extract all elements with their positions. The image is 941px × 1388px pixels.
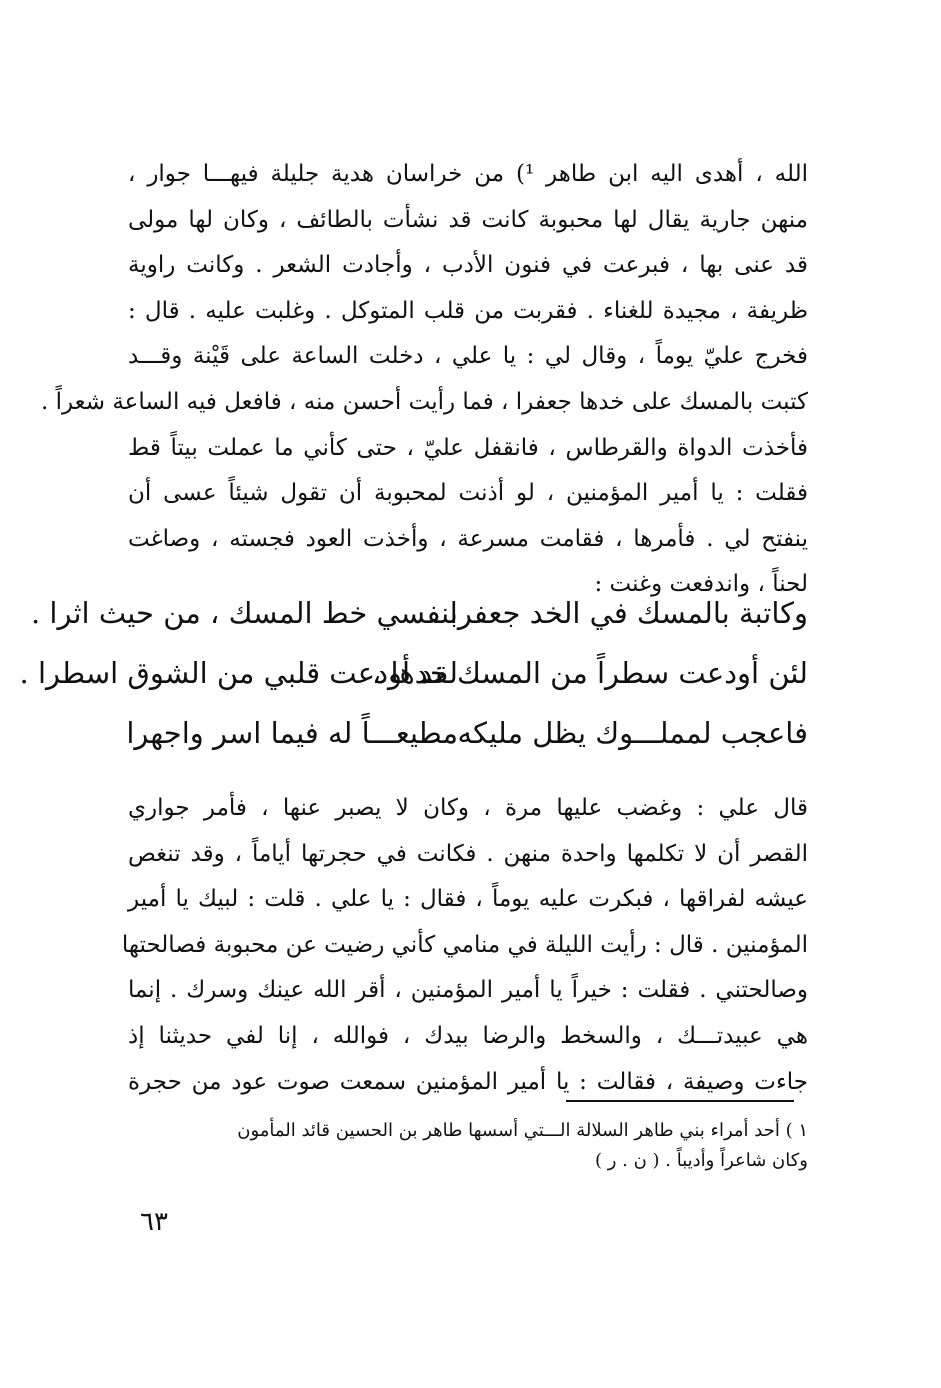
poem-verse [19,656,808,716]
footnote-divider [566,1100,794,1102]
poem [19,596,808,776]
text-line: فأخذت الدواة والقرطاس ، فانقفل عليّ ، حتى كأني ما عملت بيتاً قط [128,434,808,461]
footnote-line: وكان شاعراً وأديباً . ( ن . ر ) [594,1150,808,1171]
text-line: لحناً ، واندفعت وغنت : [594,571,808,598]
verse-first-hemistich: لئن أودعت سطراً من المسك خدها ، [371,656,808,690]
text-line: قال علي : وغضب عليها مرة ، وكان لا يصبر عنها ، فأمر جواري [128,795,808,821]
verse-second-hemistich: بنفسي خط المسك ، من حيث اثرا . [30,596,458,630]
verse-first-hemistich: وكاتبة بالمسك في الخد جعفرا ، [431,596,808,630]
text-line: وصالحتني . فقلت : خيراً يا أمير المؤمنين ، أقر الله عينك وسرك . إنما [128,977,808,1004]
paragraph-2 [121,786,808,1105]
paragraph-1 [40,152,808,608]
poem-verse [128,716,808,776]
text-line: جاءت وصيفة ، فقالت : يا أمير المؤمنين سمعت صوت عود من حجرة [128,1068,808,1095]
text-line: ظريفة ، مجيدة للغناء . فقربت من قلب المتوكل . وغلبت عليه . قال : [128,297,808,324]
footnote-line: ١ ) أحد أمراء بني طاهر السلالة الـــتي أسسها طاهر بن الحسين قائد المأمون [237,1120,808,1141]
text-line: عيشه لفراقها ، فبكرت عليه يوماً ، فقال : يا علي . قلت : لبيك يا أمير [128,886,808,913]
text-line: هي عبيدتـــك ، والسخط والرضا بيدك ، فوالله ، إنا لفي حديثنا إذ [128,1022,808,1049]
text-line: فخرج عليّ يوماً ، وقال لي : يا علي ، دخلت الساعة على قَيْنة وقـــد [128,343,808,370]
text-line: منهن جارية يقال لها محبوبة كانت قد نشأت بالطائف ، وكان لها مولى [128,206,808,233]
text-line: الله ، أهدى اليه ابن طاهر ¹) من خراسان هدية جليلة فيهـــا جوار ، [128,161,808,187]
page-number: ٦٣ [140,1207,168,1237]
verse-second-hemistich: مطيعـــاً له فيما اسر واجهرا [126,716,458,750]
text-line: المؤمنين . قال : رأيت الليلة في منامي كأني رضيت عن محبوبة فصالحتها [121,931,808,958]
text-line: فقلت : يا أمير المؤمنين ، لو أذنت لمحبوبة أن تقول شيئاً عسى أن [128,480,808,507]
text-line: قد عنى بها ، فبرعت في فنون الأدب ، وأجادت الشعر . وكانت راوية [128,252,808,279]
footnote [128,1116,808,1176]
verse-first-hemistich: فاعجب لمملـــوك يظل مليكه [457,716,808,750]
text-line: كتبت بالمسك على خدها جعفرا ، فما رأيت أحسن منه ، فافعل فيه الساعة شعراً . [40,388,808,415]
text-line: ينفتح لي . فأمرها ، فقامت مسرعة ، وأخذت العود فجسته ، وصاغت [128,525,808,552]
verse-second-hemistich: لقد أودعت قلبي من الشوق اسطرا . [19,656,458,690]
text-line: القصر أن لا تكلمها واحدة منهن . فكانت في حجرتها أياماً ، وقد تنغص [128,840,808,867]
poem-verse [30,596,808,656]
